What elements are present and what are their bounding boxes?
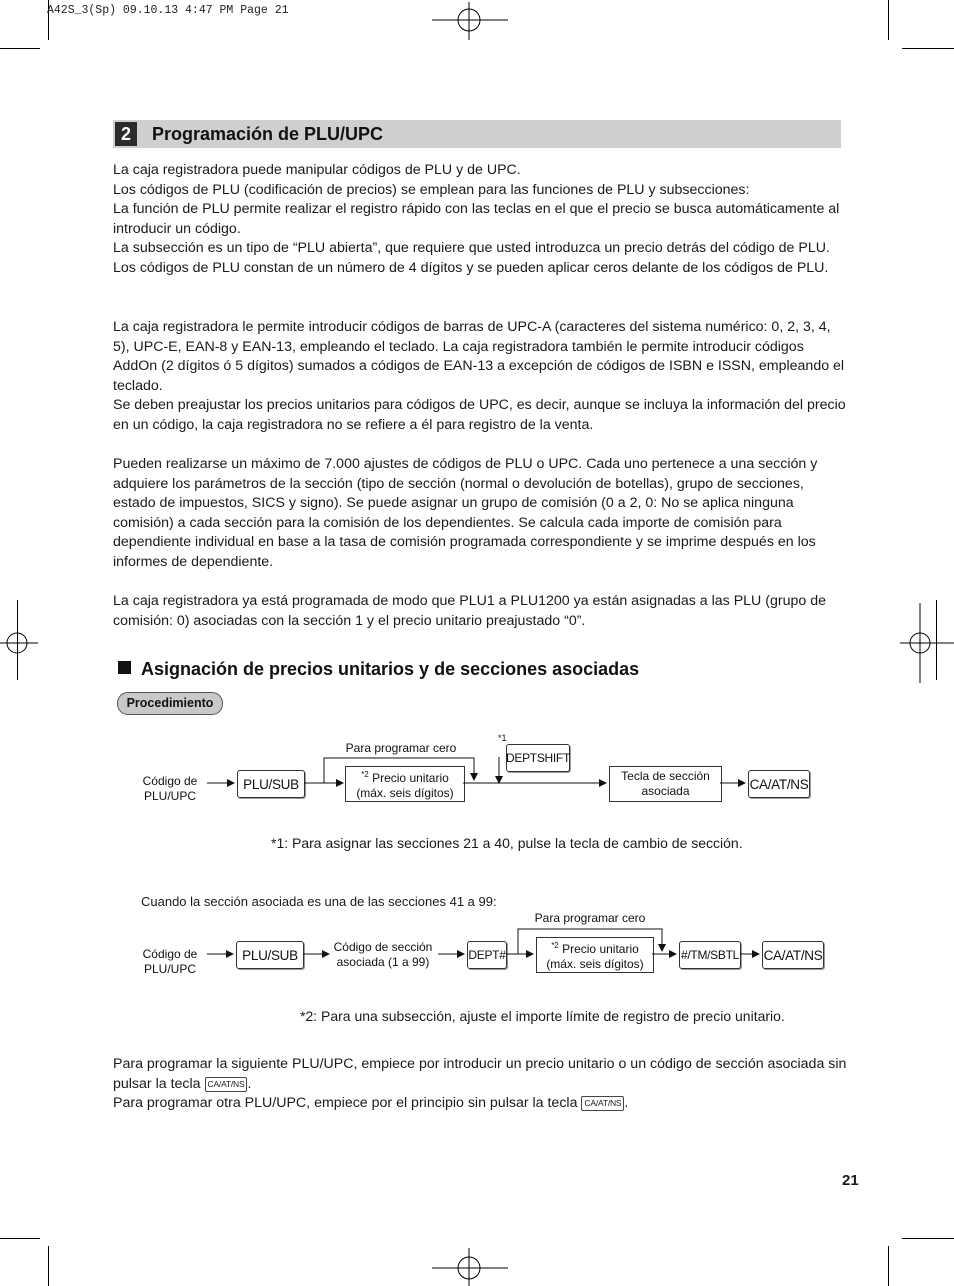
ca-at-ns-inline-key: CA/AT/NS — [205, 1077, 248, 1092]
footnote-mark: *2 — [361, 770, 369, 779]
diagram2-intro: Cuando la sección asociada es una de las secciones 41 a 99: — [141, 894, 497, 909]
plu-code-label: Código de PLU/UPC — [142, 947, 198, 976]
section-number: 2 — [115, 122, 137, 146]
plu-sub-key: PLU/SUB — [236, 941, 304, 969]
plu-code-label: Código de PLU/UPC — [142, 774, 198, 803]
section-title: Programación de PLU/UPC — [152, 124, 384, 144]
paragraph-line: La subsección es un tipo de “PLU abierta”, que requiere que usted introduzca un precio detrás del código de PLU. Los códigos de PLU constan de un número de 4 dígitos y se pueden aplicar ceros delante de los códigos de PLU. — [113, 240, 830, 276]
print-header: A42S_3(Sp) 09.10.13 4:47 PM Page 21 — [47, 4, 289, 17]
footer-paragraph — [113, 1055, 849, 1114]
ca-at-ns-inline-key: CA/AT/NS — [581, 1096, 624, 1111]
paragraph-line: La caja registradora ya está programada de modo que PLU1 a PLU1200 ya están asignadas a las PLU (grupo de comisión: 0) asociadas con la sección 1 y el precio unitario preajustado “0”. — [113, 593, 826, 629]
sbtl-key: #/TM/SBTL — [679, 941, 741, 969]
subheading-text: Asignación de precios unitarios y de secciones asociadas — [141, 659, 640, 679]
ca-at-ns-key: CA/AT/NS — [762, 941, 824, 969]
deptshift-key: DEPTSHIFT — [506, 744, 570, 772]
paragraph-line: Los códigos de PLU (codificación de precios) se emplean para las funciones de PLU y subsecciones: — [113, 181, 750, 198]
ca-at-ns-key: CA/AT/NS — [748, 770, 810, 798]
procedure-label: Procedimiento — [117, 692, 223, 715]
footer-text: Para programar otra PLU/UPC, empiece por el principio sin pulsar la tecla — [113, 1095, 578, 1112]
dept-code-label: Código de sección asociada (1 a 99) — [333, 940, 433, 969]
footnote-mark: *1 — [498, 733, 507, 743]
dept-key-box: Tecla de sección asociada — [609, 766, 722, 802]
plu-sub-key: PLU/SUB — [237, 770, 305, 798]
footer-line-2 — [113, 1094, 849, 1114]
note-2: *2: Para una subsección, ajuste el importe límite de registro de precio unitario. — [300, 1008, 785, 1024]
paragraph-line: Se deben preajustar los precios unitarios para códigos de UPC, es decir, aunque se incluya la información del precio en un código, la caja registradora no se refiere a él para registro de la venta. — [113, 397, 846, 433]
paragraph-line: La función de PLU permite realizar el registro rápido con las teclas en el que el precio se busca automáticamente al introducir un código. — [113, 201, 840, 237]
period: . — [247, 1075, 252, 1092]
zero-program-label: Para programar cero — [345, 741, 457, 755]
footer-line-1 — [113, 1055, 849, 1094]
zero-program-label: Para programar cero — [534, 911, 646, 925]
unit-price-text: Precio unitario (máx. seis dígitos) — [356, 771, 454, 800]
footer-text: Para programar la siguiente PLU/UPC, empiece por introducir un precio unitario o un código de sección asociada sin pulsar la tecla — [113, 1056, 847, 1092]
paragraph-line: Pueden realizarse un máximo de 7.000 ajustes de códigos de PLU o UPC. Cada uno pertenece a una sección y adquiere los parámetros de la sección (tipo de sección (normal o devolución de botellas), grupo de secciones, estado de impuestos, SICS y signo). Se puede asignar un grupo de comisión (0 a 2, 0: No se aplica ninguna comisión) a cada sección para la comisión de los dependientes. Se calcula cada importe de comisión para dependiente individual en base a la tasa de comisión programada correspondiente y se imprime después en los informes de dependiente. — [113, 456, 818, 570]
paragraph-line: La caja registradora le permite introducir códigos de barras de UPC-A (caracteres del sistema numérico: 0, 2, 3, 4, 5), UPC-E, EAN-8 y EAN-13, empleando el teclado. La caja registradora también le permite introducir códigos AddOn (2 dígitos ó 5 dígitos) sumados a códigos de EAN-13 a excepción de códigos de ISBN e ISSN, empleando el teclado. — [113, 319, 845, 394]
page-number: 21 — [842, 1172, 859, 1189]
dept-key: DEPT# — [467, 941, 507, 969]
footnote-mark: *2 — [551, 941, 559, 950]
unit-price-text: Precio unitario (máx. seis dígitos) — [546, 942, 644, 971]
note-1: *1: Para asignar las secciones 21 a 40, pulse la tecla de cambio de sección. — [271, 835, 743, 851]
period: . — [624, 1095, 629, 1112]
paragraph-line: La caja registradora puede manipular códigos de PLU y de UPC. — [113, 162, 521, 178]
